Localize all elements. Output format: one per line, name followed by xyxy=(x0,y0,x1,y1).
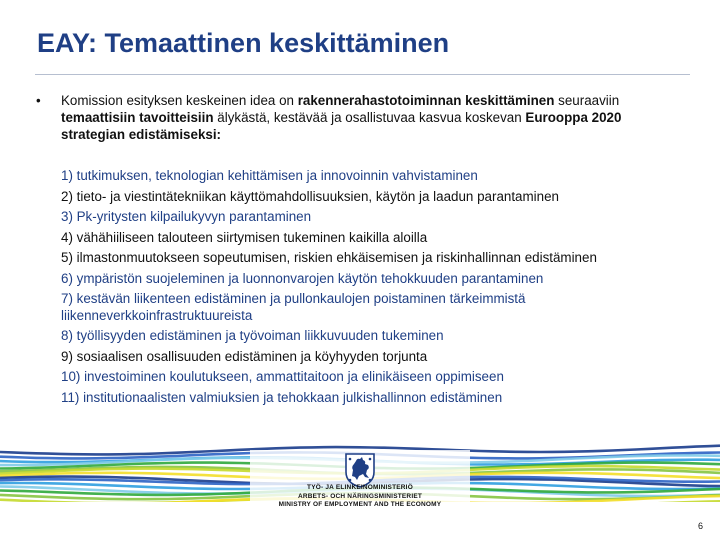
list-item: 1) tutkimuksen, teknologian kehittämisen ja innovoinnin vahvistaminen xyxy=(61,168,478,183)
intro-bold-2: temaattisiin tavoitteisiin xyxy=(61,110,214,125)
list-item: 8) työllisyyden edistäminen ja työvoiman liikkuvuuden tukeminen xyxy=(61,328,444,343)
title-divider xyxy=(35,74,690,75)
list-item: 9) sosiaalisen osallisuuden edistäminen ja köyhyyden torjunta xyxy=(61,348,428,364)
ministry-name xyxy=(250,484,470,510)
intro-bold-1: rakennerahastotoiminnan keskittäminen xyxy=(297,93,555,108)
intro-part-3: älykästä, kestävää ja osallistuvaa kasvua koskevan xyxy=(213,110,526,125)
list-item: 6) ympäristön suojeleminen ja luonnonvarojen käytön tehokkuuden parantaminen xyxy=(61,270,544,286)
ministry-name-fi: TYÖ- JA ELINKEINOMINISTERIÖ xyxy=(307,484,413,491)
list-item: 4) vähähiiliseen talouteen siirtymisen tukeminen kaikilla aloilla xyxy=(61,229,428,245)
thematic-objectives-list xyxy=(61,168,681,410)
intro-bullet xyxy=(36,92,676,143)
intro-bold-3: Eurooppa 2020 strategian edistämiseksi: xyxy=(61,110,622,142)
lion-coat-of-arms-icon xyxy=(343,452,377,488)
intro-part-2: seuraaviin xyxy=(554,93,620,108)
list-item: 11) institutionaalisten valmiuksien ja tehokkaan julkishallinnon edistäminen xyxy=(61,389,503,405)
list-item: 5) ilmastonmuutokseen sopeutumisen, riskien ehkäisemisen ja riskinhallinnan edistäminen xyxy=(61,250,597,265)
intro-part-1: Komission esityksen keskeinen idea on xyxy=(61,93,298,108)
bullet-marker: • xyxy=(36,93,41,108)
list-item: 7) kestävän liikenteen edistäminen ja pullonkaulojen poistaminen tärkeimmistä liikenneverkkoinfrastruktuureista xyxy=(61,291,526,323)
ministry-name-sv: ARBETS- OCH NÄRINGSMINISTERIET xyxy=(297,492,423,500)
list-item: 10) investoiminen koulutukseen, ammattitaitoon ja elinikäiseen oppimiseen xyxy=(61,369,504,384)
list-item: 2) tieto- ja viestintätekniikan käyttömahdollisuuksien, käytön ja laadun parantaminen xyxy=(61,188,559,204)
slide-title: EAY: Temaattinen keskittäminen xyxy=(37,28,450,58)
intro-text xyxy=(61,92,676,143)
ministry-name-en: MINISTRY OF EMPLOYMENT AND THE ECONOMY xyxy=(278,501,442,509)
list-item: 3) Pk-yritysten kilpailukyvyn parantaminen xyxy=(61,209,312,224)
page-number: 6 xyxy=(698,521,704,531)
